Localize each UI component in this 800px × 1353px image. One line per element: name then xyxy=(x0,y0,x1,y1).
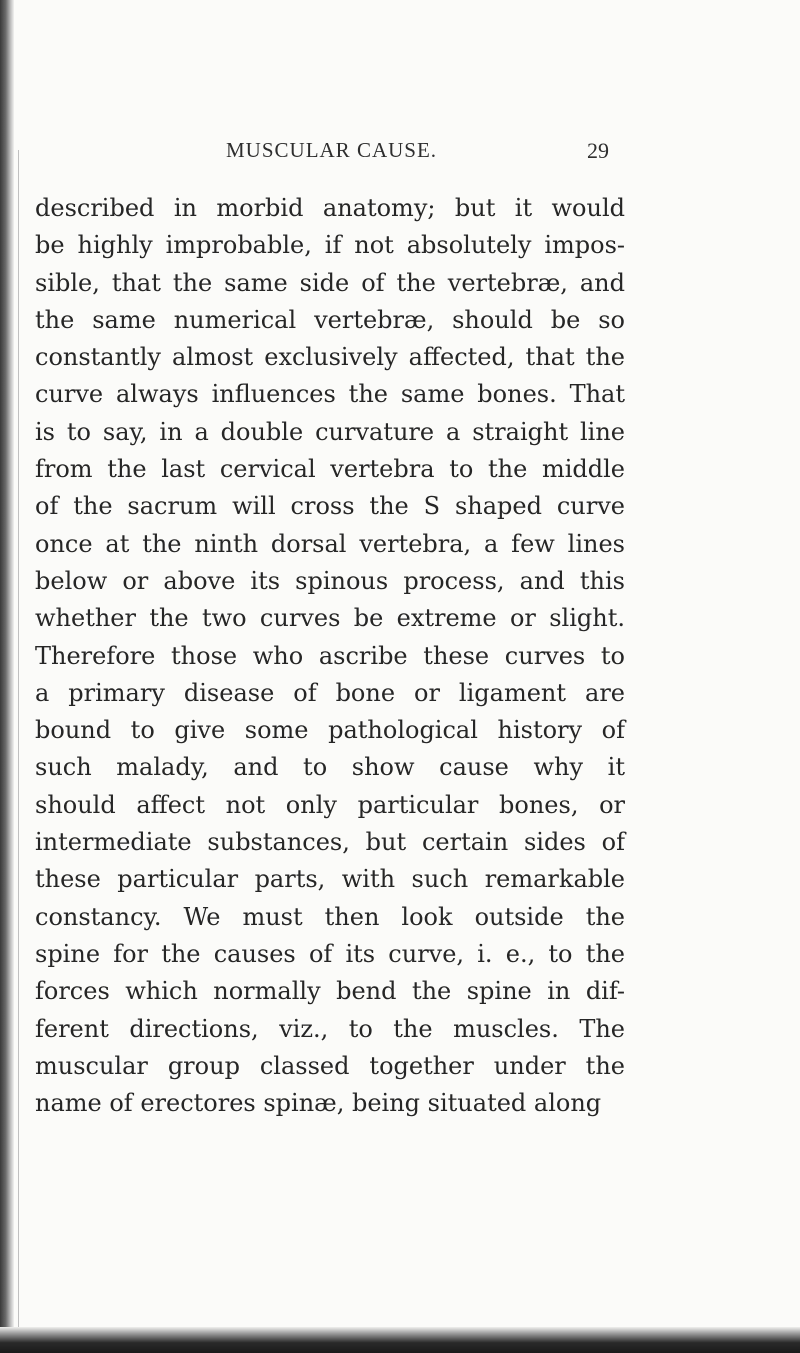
text-line: such malady, and to show cause why it xyxy=(35,753,625,782)
text-line: be highly improbable, if not absolutely impos- xyxy=(35,231,625,260)
text-line: of the sacrum will cross the S shaped curve xyxy=(35,492,625,521)
page-number: 29 xyxy=(587,138,609,163)
text-line: forces which normally bend the spine in dif- xyxy=(35,977,625,1006)
text-line: constantly almost exclusively affected, that the xyxy=(35,343,625,372)
binding-gutter xyxy=(0,0,14,1353)
gutter-shadow-line xyxy=(18,150,19,1330)
text-line: spine for the causes of its curve, i. e., to the xyxy=(35,939,625,968)
text-line: a primary disease of bone or ligament are xyxy=(35,678,625,707)
text-line: constancy. We must then look outside the xyxy=(35,902,625,931)
page-bottom-edge xyxy=(0,1327,800,1353)
text-line: name of erectores spinæ, being situated along xyxy=(35,1089,602,1118)
text-line: from the last cervical vertebra to the middle xyxy=(35,455,625,484)
text-line: intermediate substances, but certain sides of xyxy=(35,828,625,857)
text-line: below or above its spinous process, and this xyxy=(35,566,625,595)
text-line: curve always influences the same bones. That xyxy=(35,380,625,409)
body-text xyxy=(35,190,635,1122)
text-line: muscular group classed together under the xyxy=(35,1051,625,1080)
text-line: described in morbid anatomy; but it would xyxy=(35,194,625,222)
text-line: the same numerical vertebræ, should be so xyxy=(35,305,625,334)
running-title: MUSCULAR CAUSE. xyxy=(226,138,438,162)
text-line: whether the two curves be extreme or slight. xyxy=(35,604,625,633)
text-line: bound to give some pathological history of xyxy=(35,716,625,745)
text-line: these particular parts, with such remarkable xyxy=(35,865,625,894)
text-line: ferent directions, viz., to the muscles. The xyxy=(35,1014,625,1043)
text-line: should affect not only particular bones, or xyxy=(35,790,625,819)
text-line: Therefore those who ascribe these curves to xyxy=(35,641,625,670)
text-line: once at the ninth dorsal vertebra, a few lines xyxy=(35,529,625,558)
text-line: sible, that the same side of the vertebræ, and xyxy=(35,268,625,297)
text-line: is to say, in a double curvature a straight line xyxy=(35,417,625,446)
running-head xyxy=(0,138,800,168)
